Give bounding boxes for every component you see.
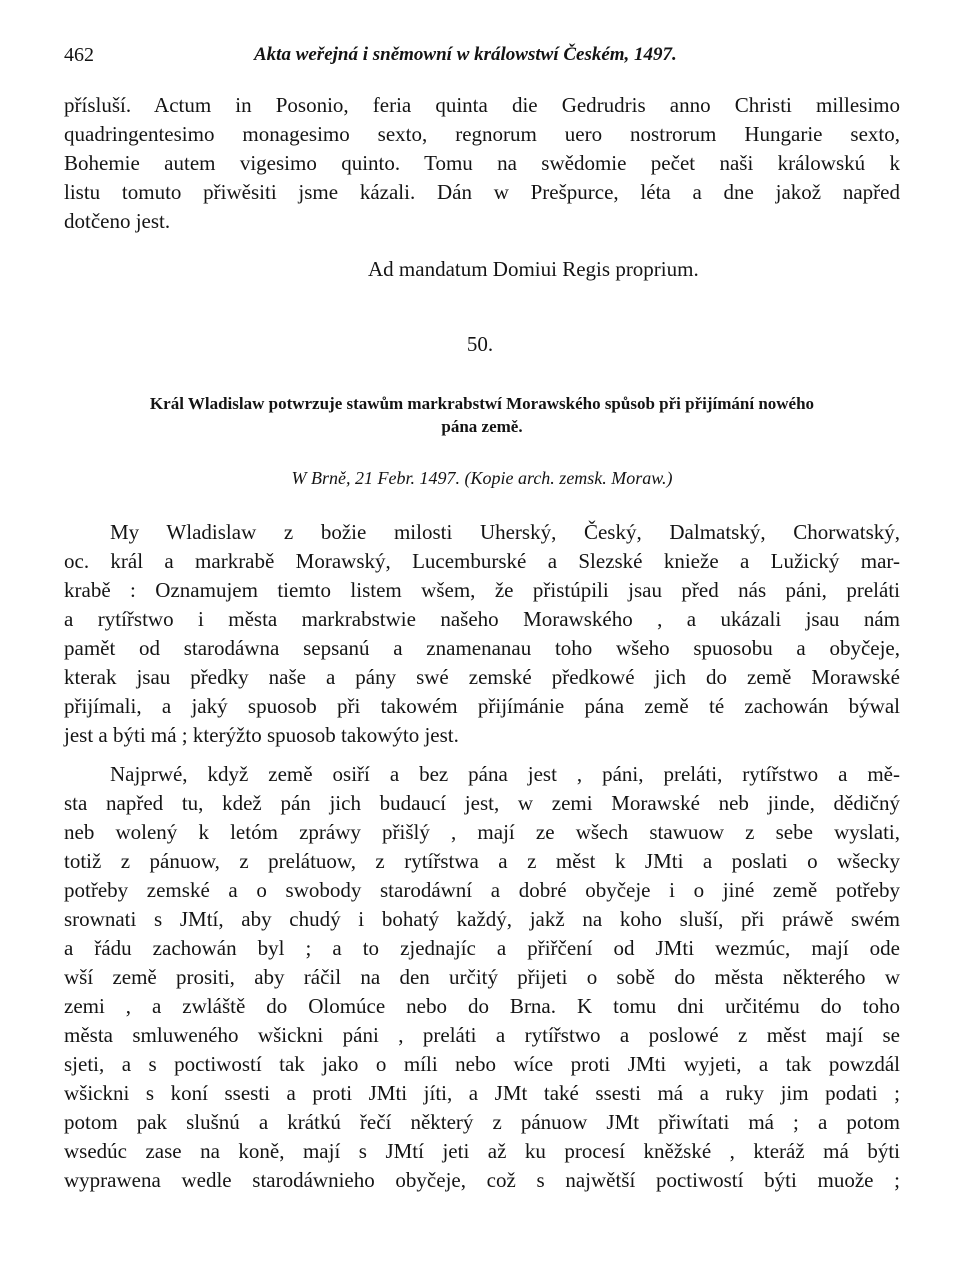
text-line: totiž z pánuow, z prelátuow, z rytířstwa a z měst k JMti a poslati o wšecky [64,849,900,873]
text-line: wyprawena wedle starodáwnieho obyčeje, což s najwětší poctiwostí býti muože ; [64,1168,900,1192]
text-line: zemi , a zwláště do Olomúce nebo do Brna. K tomu dni určitému do toho [64,994,900,1018]
text-line: sjeti, a s poctiwostí tak jako o míli nebo wíce proti JMti wyjeti, a tak powzdál [64,1052,900,1076]
text-line: quadringentesimo monagesimo sexto, regnorum uero nostrorum Hungarie sexto, [64,122,900,146]
text-line: potom pak slušnú a krátkú řečí některý z pánuow JMt přiwítati má ; a potom [64,1110,900,1134]
text-line: Bohemie autem vigesimo quinto. Tomu na swědomie pečet naši králowskú k [64,151,900,175]
text-line: wší země prositi, aby ráčil na den určitý přijeti o sobě do města některého w [64,965,900,989]
text-line: pamět od starodáwna sepsanú a znamenanau toho wšeho spuosobu a obyčeje, [64,636,900,660]
text-line: města smluweného wšickni páni , preláti a rytířstwo a poslowé z měst mají se [64,1023,900,1047]
text-line: My Wladislaw z božie milosti Uherský, Český, Dalmatský, Chorwatský, [110,520,900,544]
document-summary: Král Wladislaw potwrzuje stawům markrabstwí Morawského spůsob při přijímání nowého [149,394,815,413]
text-line: sta napřed tu, kdež pán jich budaucí jest, w zemi Morawské neb jinde, dědičný [64,791,900,815]
text-line: krabě : Oznamujem tiemto listem wšem, že přistúpili jsau před nás páni, preláti [64,578,900,602]
signature-line: Ad mandatum Domiui Regis proprium. [368,257,699,281]
text-line: oc. král a markrabě Morawský, Lucemburské a Slezské knieže a Lužický mar- [64,549,900,573]
text-line: dotčeno jest. [64,209,171,233]
text-line: potřeby zemské a o swobody starodáwní a dobré obyčeje i o jiné země potřeby [64,878,900,902]
text-line: listu tomuto přiwěsiti jsme kázali. Dán w Prešpurce, léta a dne jakož napřed [64,180,900,204]
text-line: neb wolený k letóm zpráwy přišlý , mají ze wšech stawuow z sebe wyslati, [64,820,900,844]
text-line: kterak jsau předky naše a pány swé zemské předkowé jich do země Morawské [64,665,900,689]
text-line: jest a býti má ; kterýžto spuosob takowýto jest. [64,723,459,747]
dateline: W Brně, 21 Febr. 1497. (Kopie arch. zemsk. Moraw.) [291,468,673,488]
text-line: přijímali, a jaký spuosob při takowém přijímánie pána země té zachowán býwal [64,694,900,718]
page-number: 462 [64,44,94,66]
document-number: 50. [466,332,494,356]
text-line: srownati s JMtí, aby chudý i bohatý každý, jakž na koho sluší, při práwě swém [64,907,900,931]
text-line: přísluší. Actum in Posonio, feria quinta die Gedrudris anno Christi millesimo [64,93,900,117]
text-line: Najprwé, když země osiří a bez pána jest , páni, preláti, rytířstwo a mě- [110,762,900,786]
text-line: a rytířstwo i města markrabstwie našeho Morawského , a ukázali jsau nám [64,607,900,631]
running-title: Akta weřejná i sněmowní w králowstwí Českém, 1497. [254,44,677,65]
page-header [64,44,900,74]
text-line: wsedúc zase na koně, mají s JMtí jeti až ku procesí kněžské , kteráž má býti [64,1139,900,1163]
text-line: a řádu zachowán byl ; a to zjednajíc a přiřčení od JMti wezmúc, mají ode [64,936,900,960]
document-summary: pána země. [441,417,523,436]
text-line: wšickni s koní ssesti a proti JMti jíti, a JMt také ssesti má a ruky jim podati ; [64,1081,900,1105]
